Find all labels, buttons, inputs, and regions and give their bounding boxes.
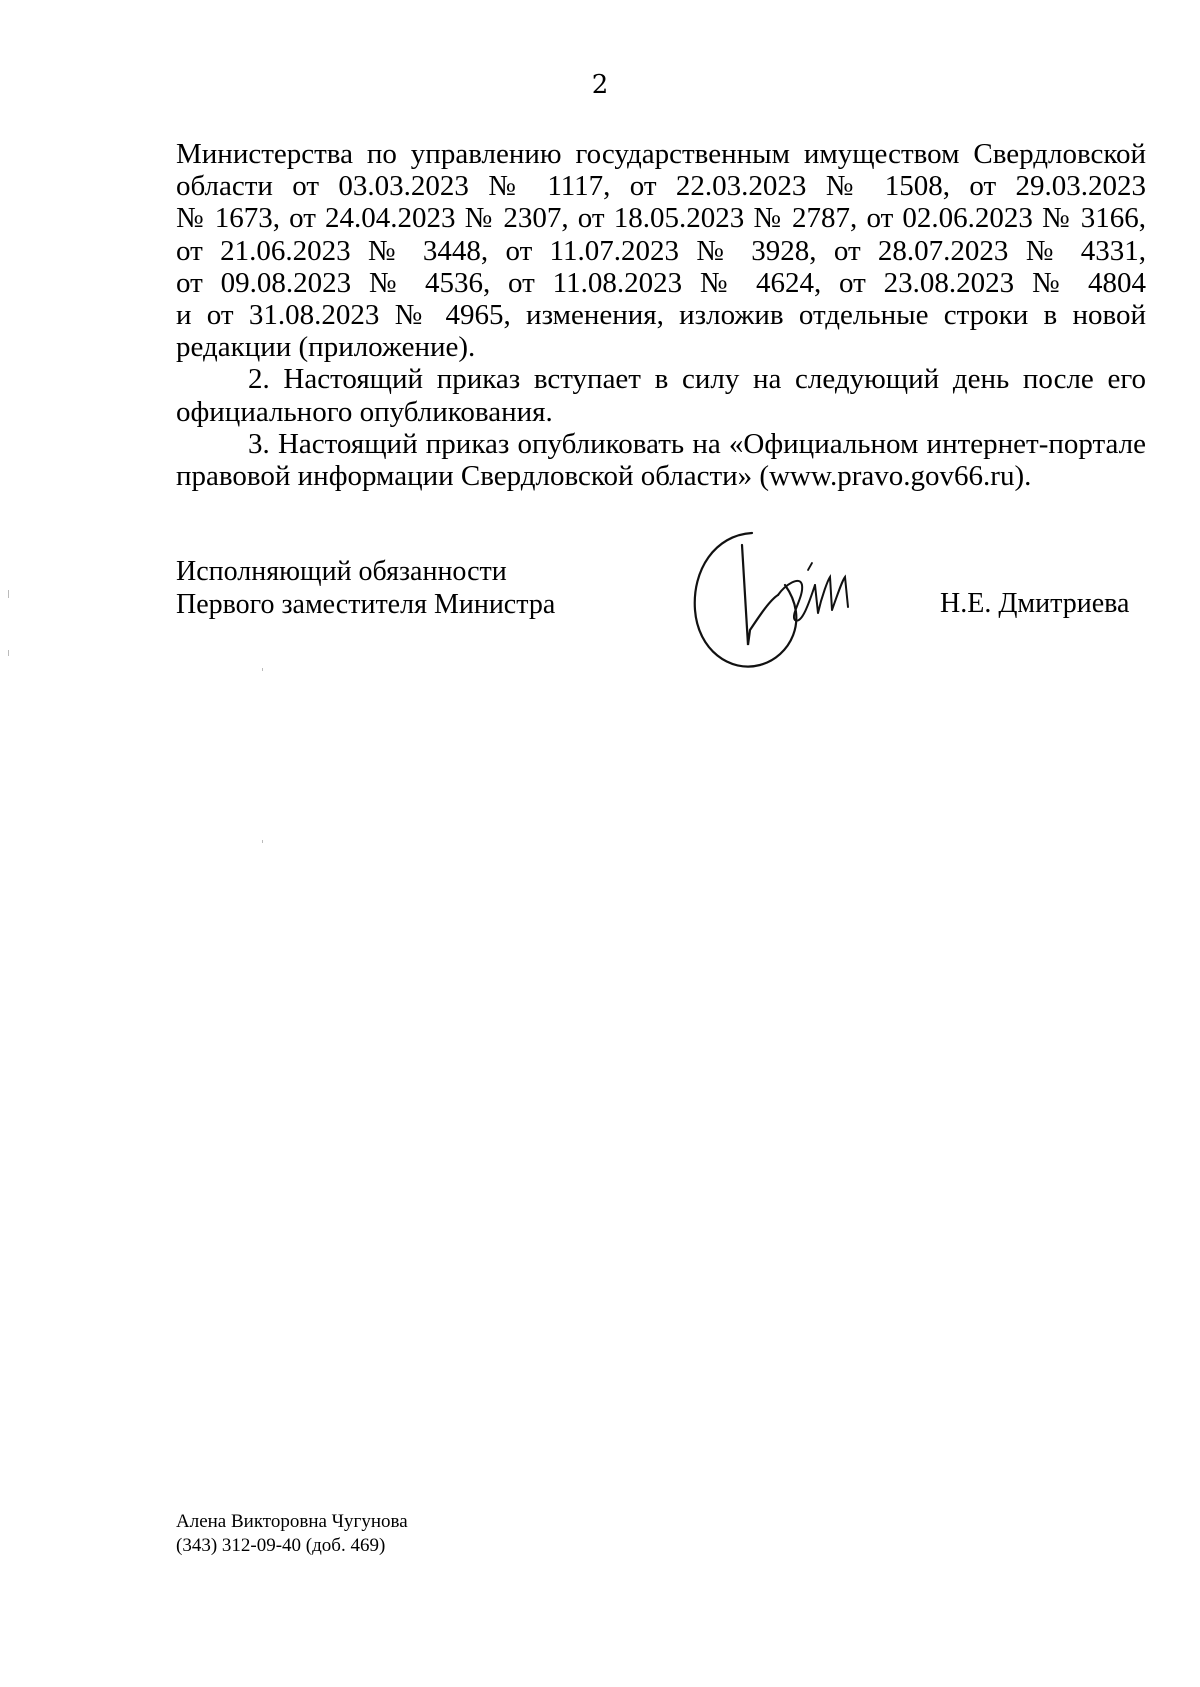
signatory-position [176,555,555,621]
text-line: официального опубликования. [176,395,553,428]
order-body [176,138,1146,492]
handwritten-signature [690,525,880,675]
executor-phone: (343) 312-09-40 (доб. 469) [176,1535,386,1556]
text-line: правовой информации Свердловской области» (www.pravo.gov66.ru). [176,460,1032,493]
scan-mark [8,650,9,656]
text-line: и от 31.08.2023 № 4965, изменения, изложив отдельные строки в новой [176,299,1146,332]
text-line: от 09.08.2023 № 4536, от 11.08.2023 № 4624, от 23.08.2023 № 4804 [176,266,1146,299]
paragraph-3 [176,428,1146,492]
paragraph-2 [176,363,1146,427]
text-line: области от 03.03.2023 № 1117, от 22.03.2023 № 1508, от 29.03.2023 [176,170,1146,203]
text-line: Министерства по управлению государственным имуществом Свердловской [176,138,1146,170]
executor-info [176,1510,408,1558]
executor-name: Алена Викторовна Чугунова [176,1511,408,1532]
scan-mark [262,840,263,843]
text-line: редакции (приложение). [176,331,476,364]
page-number: 2 [591,70,609,100]
signatory-position-line: Исполняющий обязанности [176,556,507,587]
signatory-name: Н.Е. Дмитриева [940,588,1130,619]
text-line: 2. Настоящий приказ вступает в силу на следующий день после его [248,363,1146,396]
scan-mark [8,590,9,598]
scan-mark [262,668,263,671]
text-line: № 1673, от 24.04.2023 № 2307, от 18.05.2023 № 2787, от 02.06.2023 № 3166, [176,202,1146,235]
text-line: 3. Настоящий приказ опубликовать на «Официальном интернет-портале [248,427,1146,460]
signatory-position-line: Первого заместителя Министра [176,589,556,620]
paragraph-1 [176,138,1146,363]
text-line: от 21.06.2023 № 3448, от 11.07.2023 № 3928, от 28.07.2023 № 4331, [176,234,1146,267]
